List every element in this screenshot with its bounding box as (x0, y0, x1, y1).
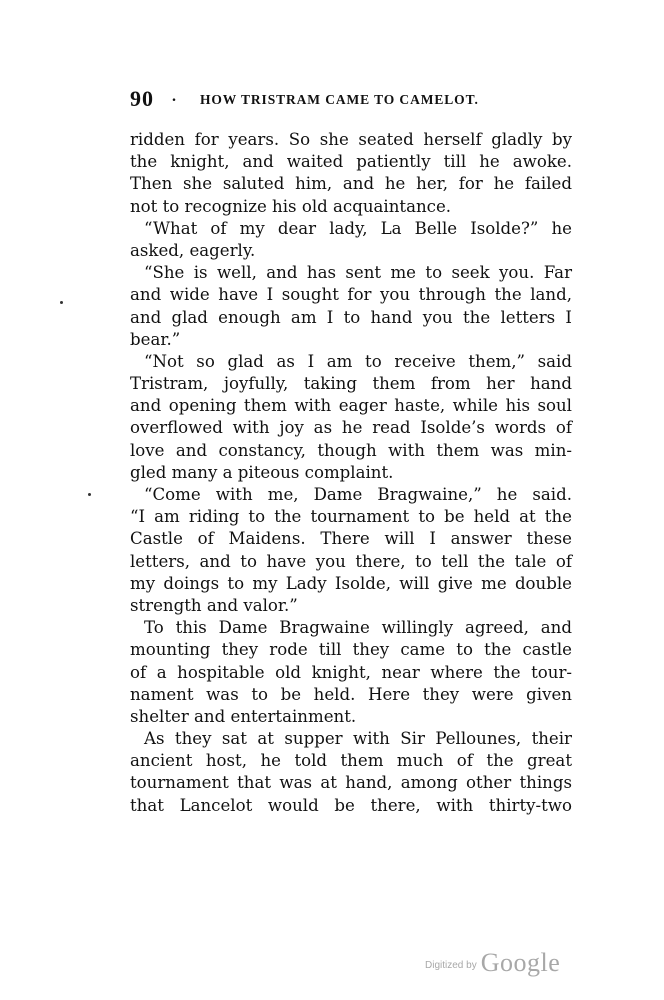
text-line: love and constancy, though with them was min- (130, 440, 572, 460)
text-line: “She is well, and has sent me to seek you. Far (144, 263, 572, 283)
text-line: Then she saluted him, and he her, for he failed (130, 174, 572, 194)
running-title: HOW TRISTRAM CAME TO CAMELOT. (200, 92, 479, 107)
text-line: As they sat at supper with Sir Pellounes, their (144, 729, 572, 749)
text-line: “Not so glad as I am to receive them,” said (144, 351, 572, 371)
text-line: overflowed with joy as he read Isolde’s words of (130, 418, 572, 438)
running-head (130, 86, 570, 114)
text-line: asked, eagerly. (130, 240, 256, 260)
text-line: bear.” (130, 329, 181, 349)
text-line: of a hospitable old knight, near where the tour- (130, 662, 572, 682)
text-line: nament was to be held. Here they were given (130, 684, 572, 704)
text-line: strength and valor.” (130, 595, 298, 615)
text-line: and opening them with eager haste, while his soul (130, 396, 572, 416)
text-line: To this Dame Bragwaine willingly agreed, and (144, 618, 572, 638)
text-line: gled many a piteous complaint. (130, 462, 394, 482)
text-line: my doings to my Lady Isolde, will give me double (130, 573, 572, 593)
text-line: Tristram, joyfully, taking them from her hand (130, 374, 572, 394)
google-logo: Google (480, 948, 561, 977)
watermark-prefix: Digitized by (425, 960, 477, 971)
text-line: that Lancelot would be there, with thirty-two (130, 795, 572, 815)
scan-speck (60, 301, 63, 304)
header-separator: . (172, 88, 176, 105)
text-line: not to recognize his old acquaintance. (130, 196, 452, 216)
page-number: 90 (130, 86, 154, 111)
text-line: mounting they rode till they came to the castle (130, 640, 572, 660)
text-line: “What of my dear lady, La Belle Isolde?” he (144, 218, 572, 238)
text-line: ridden for years. So she seated herself gladly by (130, 130, 572, 149)
text-line: Castle of Maidens. There will I answer these (130, 529, 572, 549)
text-line: “Come with me, Dame Bragwaine,” he said. (144, 485, 572, 504)
text-line: and glad enough am I to hand you the letters I (130, 307, 572, 327)
text-line: ancient host, he told them much of the great (130, 751, 572, 771)
text-line: and wide have I sought for you through the land, (130, 285, 572, 305)
text-line: the knight, and waited patiently till he awoke. (130, 152, 572, 172)
digitized-watermark (425, 948, 560, 982)
text-line: tournament that was at hand, among other things (130, 773, 572, 793)
scan-speck (88, 493, 91, 496)
text-line: shelter and entertainment. (130, 706, 357, 726)
text-line: “I am riding to the tournament to be held at the (130, 507, 572, 527)
text-line: letters, and to have you there, to tell the tale of (130, 551, 572, 571)
body-text (130, 129, 572, 817)
